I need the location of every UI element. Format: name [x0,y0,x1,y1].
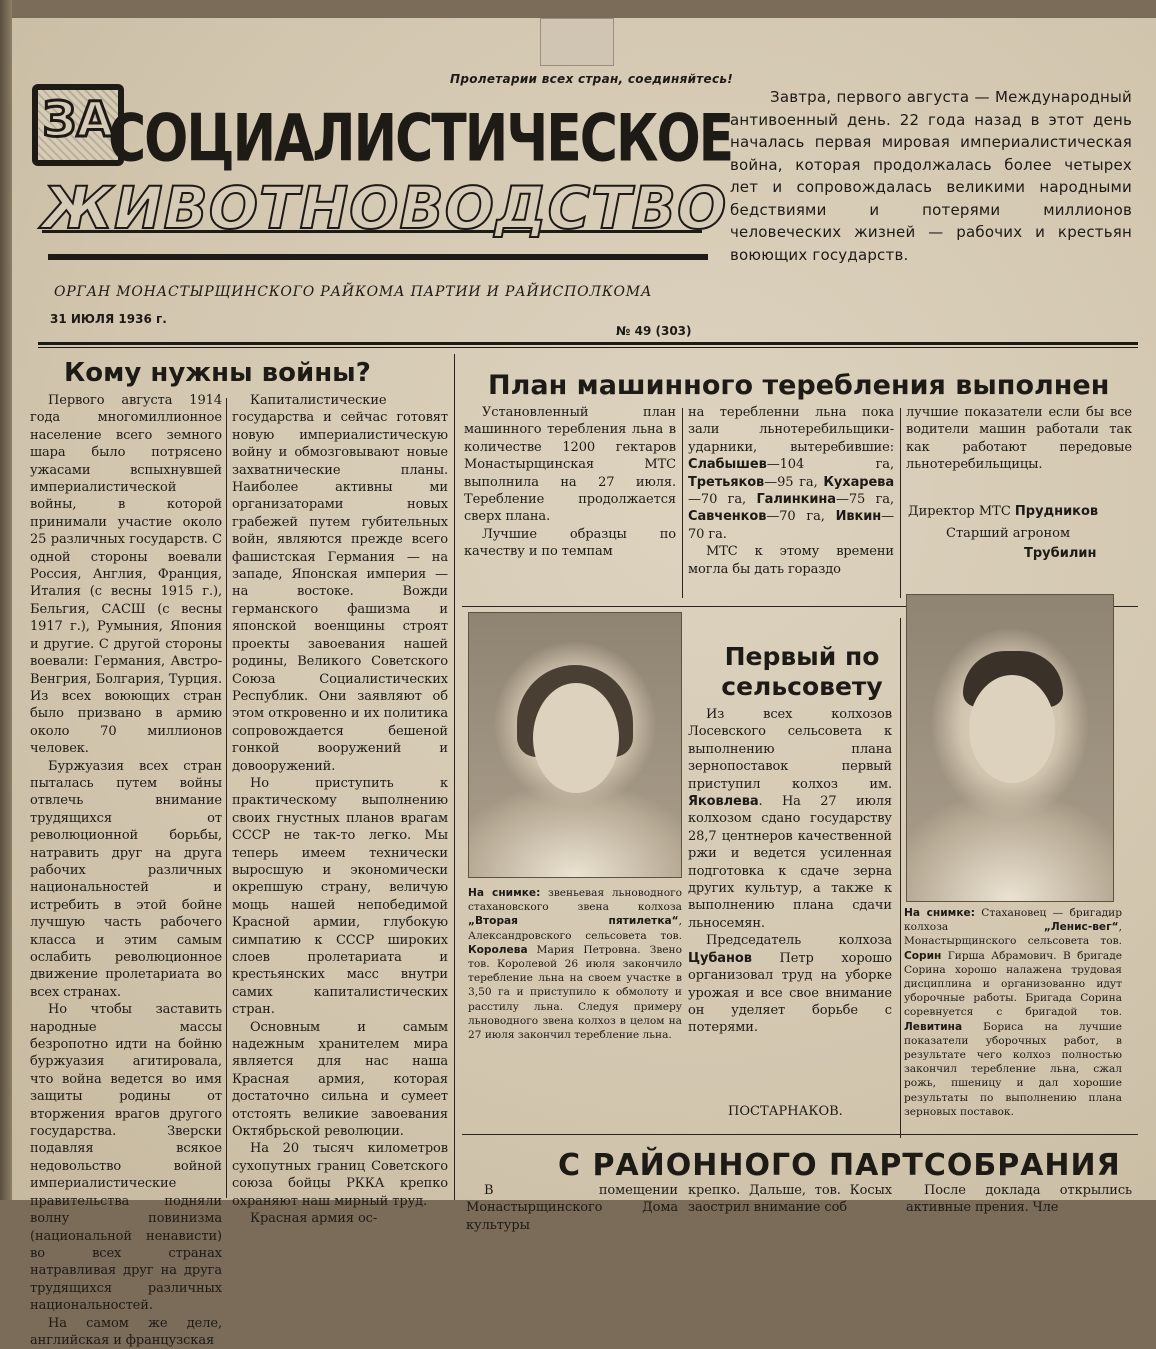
caption-text: Стахановец — бригадир колхоза [904,907,1122,934]
party-column-2 [688,1182,892,1216]
worker-name: Слабышев [688,457,767,473]
worker-name: Галинкина [756,492,836,508]
paragraph: Красная армия ос- [250,1211,378,1227]
caption-text: Гирша Абрамович. В бригаде Сорина хорошо налажена трудовая дисциплина и организованно идут уборочные работы. Бригада Сорина соревнуется с бригадой тов. [904,949,1122,1019]
paragraph: Капиталистические государства и сейчас готовят новую империалистическую войну и обмозговывают новые захватнические планы. Наиболее активны ми организаторами новых грабежей путем губительных войн, являются прежде всего фашистская Германия — на западе, Японская империя — на востоке. Вожди германского фашизма и японской военщины строят проекты завоевания нашей родины, Великого Советского Союза Социалистических Республик. Они заявляют об этом откровенно и их политика сопровождается бешеной гонкой вооружений и довооружений. [232,393,448,774]
header-rule [38,342,1138,345]
caption-kolkhoz: „Ленис-вег“ [1043,921,1119,934]
paragraph: лучшие показатели если бы все водители машин работали так как работают передовые льнотеребильщицы. [906,405,1132,473]
paragraph: Установленный план машинного теребления льна в количестве 1200 гектаров Монастырщинская МТС выполнила на 27 июля. Теребление продолжается сверх плана. [464,405,676,525]
headline-wars: Кому нужны войны? [64,358,371,388]
caption-text: звеньевая льноводного стахановского звена колхоза [468,887,682,914]
chairman-name: Цубанов [688,950,752,966]
text: Из всех колхозов Лосевского сельсовета к выполнению плана зернопоставок первый приступил колхоз им. [688,707,892,792]
photo-sorin [906,594,1114,902]
caption-name: Сорин [904,949,942,962]
paragraph: На 20 тысяч километров сухопутных границ Советского союза бойцы РККА крепко охраняют наш мирный труд. [232,1141,448,1209]
text: Председатель колхоза [706,933,892,949]
plan-column-1 [464,404,676,600]
paragraph: на теребленни льна пока зали льнотеребильщики-ударники, вытеребившие: Слабышев—104 га, Третьяков—95 га, Кухарева—70 га, Галинкина—75 га, Савченков—70 га, Ивкин—70 га. [688,405,894,542]
paragraph [688,706,892,932]
caption-name: Левитина [904,1020,963,1033]
text: Петр хорошо организовал труд на уборке урожая и все свое внимание он уделяет борьбе с потерями. [688,950,892,1036]
paragraph: Но приступить к практическому выполнению своих гнустных планов врагам СССР не так-то легко. Мы теперь имеем технически выросшую и экономически окрепшую страну, величую мощь нашей непобедимой Красной армии, глубокую симпатию к СССР широких слоев пролетариата и крестьянских масс внутри самих капиталистических стран. [232,775,448,1018]
caption-label: На снимке: [904,907,975,919]
signature-agronomist-name [1024,546,1096,561]
plan-column-3 [906,404,1132,494]
caption-label: На снимке: [468,887,541,899]
title-prefix: ЗА [32,84,124,166]
portrait-face [533,683,619,793]
caption-koroleva [468,886,682,1126]
worker-result: —70 га. [688,509,894,542]
column-rule [682,408,683,598]
text: . На 27 июля колхозом сдано государству 28,7 центнеров качественной ржи и ведется усиленная подготовка к сдаче зерна других культур, а также к выполнению плана сдачи льносемян. [688,794,892,931]
headline-first: Первый по сельсовету [721,642,883,701]
worker-result: —95 га [764,474,814,490]
caption-text: , Александровского сельсовета тов. [468,915,682,942]
paragraph: Но чтобы заставить народные массы безропотно идти на бойню буржуазия агитировала, что война ведется во имя защиты родины от вторжения врагов другого государства. Зверски подавляя всякое недовольство войной империалистические правительства подняли волну повинизма (национальной ненависти) во всех странах натравливая друг на друга трудящихся различных национальностей. [30,1002,222,1314]
worker-result: —70 га [688,492,743,508]
paragraph: Буржуазия всех стран пыталась путем войны отвлечь внимание трудящихся от революционной борьбы, натравить друг на друга рабочих различных национальностей и истребить в этой бойне лучшую часть рабочего класса и этим самым ослабить революционное движение пролетариата во всех странах. [30,758,222,1000]
plan-intro: на теребленни льна пока зали льнотеребильщики-ударники, вытеребившие: [688,405,894,455]
column-rule [454,354,455,1200]
caption-name: Королева [468,943,528,956]
signature-postarnakov: ПОСТАРНАКОВ. [728,1104,843,1119]
signature-director [908,504,1098,519]
paragraph: После доклада открылись активные прения. Чле [906,1183,1132,1216]
headline-plan: План машинного теребления выполнен [488,370,1110,401]
party-column-1 [466,1182,678,1233]
sign-name: Прудников [1014,504,1099,519]
portrait-face [969,675,1055,783]
signature-agronomist-role: Старший агроном [946,526,1071,541]
title-underline [48,254,708,260]
paragraph: В помещении Монастырщинского Дома культуры [466,1183,678,1233]
paragraph [688,932,892,1036]
paragraph: МТС к этому времени могла бы дать гораздо [688,544,894,577]
worker-result: —70 га [766,509,821,525]
caption-text: , Монастырщинского сельсовета тов. [904,921,1122,948]
issue-date: 31 ИЮЛЯ 1936 г. [50,312,167,326]
paragraph: На самом же деле, английская и французская [30,1315,222,1348]
header-rule-thin [38,347,1138,348]
antiwar-announcement: Завтра, первого августа — Международный антивоенный день. 22 года назад в этот день началась первая мировая империалистическая война, которая продолжалась более четырех лет и сопровождалась великими народными бедствиями и потерями миллионов человеческих жизней — рабочих и крестьян воюющих государств. [730,88,1132,264]
organ-subtitle: ОРГАН МОНАСТЫРЩИНСКОГО РАЙКОМА ПАРТИИ И РАЙИСПОЛКОМА [54,284,653,300]
sign-role: Директор МТС [908,504,1011,519]
column-rule [226,398,227,1198]
first-body [688,706,892,1102]
paragraph: Основным и самым надежным хранителем мира является для нас наша Красная армия, которая достаточно сильна и сумеет отстоять великие завоевания Октябрьской революции. [232,1019,448,1140]
kolkhoz-name: Яковлева [688,794,759,810]
caption-kolkhoz: „Вторая пятилетка“ [468,915,679,928]
caption-text: Мария Петровна. Звено тов. Королевой 26 июля закончило теребление льна на своем участке в 3,50 га и приступило к обмолоту и расстилу льна. Следуя примеру льноводного звена колхоз в целом на 27 июля закончил теребление льна. [468,943,682,1042]
worker-name: Кухарева [823,474,894,490]
library-stamp [540,18,614,66]
newspaper-page [12,18,1156,1348]
column-rule [900,408,901,598]
wars-column-1 [30,392,222,1348]
wars-column-2 [232,392,448,1227]
sign-name: Трубилин [1024,546,1097,561]
slogan: Пролетарии всех стран, соединяйтесь! [450,72,734,86]
worker-name: Ивкин [835,509,882,525]
paragraph: крепко. Дальше, тов. Косых заострил внимание соб [688,1183,892,1216]
paragraph: Первого августа 1914 года многомиллионное население всего земного шара было потрясено ужасами вспыхнувшей империалистической войны, в которой принимали участие около 25 различных государств. С одной стороны воевали Россия, Англия, Франция, Италия (с весны 1915 г.), Бельгия, САСШ (с весны 1917 г.), Румыния, Япония и другие. С другой стороны воевали: Германия, Австро-Венгрия, Болгария, Турция. Из всех воюющих стран было призвано в армию около 70 миллионов человек. [30,393,222,757]
newspaper-title-line1: СОЦИАЛИСТИЧЕСКОЕ [108,101,733,177]
plan-column-2 [688,404,894,600]
column-rule [900,618,901,1138]
caption-sorin [904,906,1122,1130]
caption-text: Бориса на лучшие показатели уборочных работ, в результате чего колхоз полностью закончил теребление льна, сжал рожь, пшеницу и дал хорошие результаты по выполнению плана зерновых поставок. [904,1020,1122,1118]
party-column-3 [906,1182,1132,1216]
headline-party: С РАЙОННОГО ПАРТСОБРАНИЯ [558,1148,1121,1183]
section-rule [462,1134,1138,1135]
photo-koroleva [468,612,682,878]
worker-name: Савченков [688,509,767,525]
issue-number: № 49 (303) [616,324,692,338]
binding-edge [0,0,12,1200]
worker-result: —104 га [766,457,890,473]
worker-result: —75 га [835,492,890,508]
worker-name: Третьяков [688,474,765,490]
paragraph: Лучшие образцы по качеству и по темпам [464,526,676,560]
newspaper-title-line2: ЖИВОТНОВОДСТВО [42,174,728,242]
